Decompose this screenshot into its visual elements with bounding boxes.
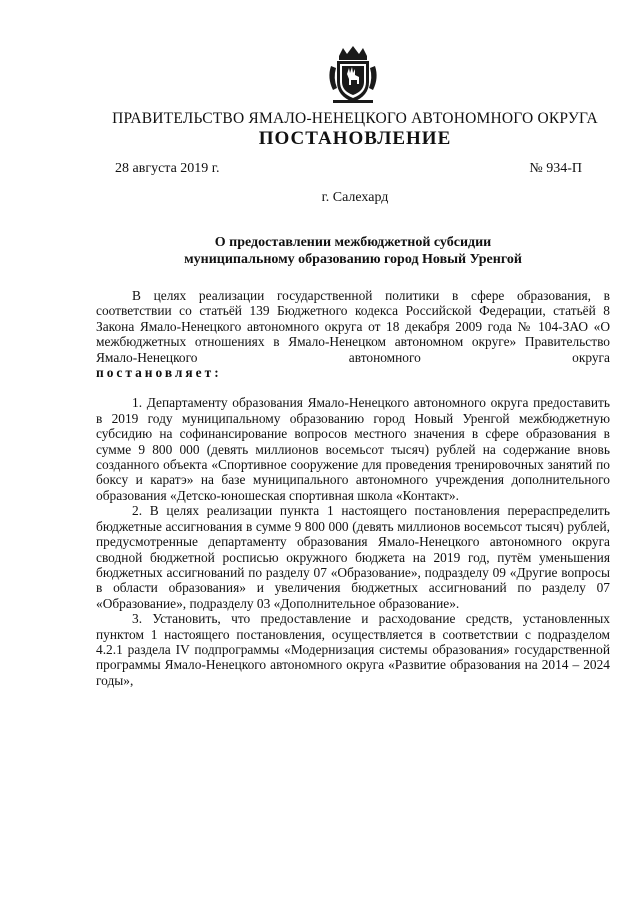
paragraph-gap (96, 380, 610, 395)
subject-line-1: О предоставлении межбюджетной субсидии (214, 235, 492, 250)
subject-line-2: муниципальному образованию город Новый Уренгой (184, 252, 522, 267)
decree-subject (96, 234, 610, 268)
resolve-line (96, 365, 610, 380)
government-title: ПРАВИТЕЛЬСТВО ЯМАЛО-НЕНЕЦКОГО АВТОНОМНОГО ОКРУГА (112, 110, 598, 127)
item-paragraph-3: 3. Установить, что предоставление и расходование средств, установленных пунктом 1 настоящего постановления, осуществляется в соответствии с подразделом 4.2.1 раздела IV подпрограммы «Модернизация системы образования» государственной программы Ямало-Ненецкого автономного округа «Развитие образования на 2014 – 2024 годы», (96, 611, 610, 688)
item-paragraph-2: 2. В целях реализации пункта 1 настоящего постановления перераспределить бюджетные ассигнования в сумме 9 800 000 (девять миллионов восемьсот тысяч) рублей, предусмотренные департаменту образования Ямало-Ненецкого автономного округа сводной бюджетной росписью окружного бюджета на 2019 год, путём уменьшения бюджетных ассигнований по разделу 07 «Образование», подразделу 09 «Другие вопросы в области образования» и увеличения бюджетных ассигнований по разделу 07 «Образование», подразделу 03 «Дополнительное образование». (96, 503, 610, 611)
decree-body (96, 288, 610, 688)
preamble-text: В целях реализации государственной политики в сфере образования, в соответствии со статьёй 139 Бюджетного кодекса Российской Федерации, статьёй 8 Закона Ямало-Ненецкого автономного округа от 18 декабря 2009 года № 104-ЗАО «О межбюджетных отношениях в Ямало-Ненецком автономном округе» Правительство Ямало-Ненецкого автономного округа (96, 288, 610, 365)
decree-date: 28 августа 2019 г. (115, 161, 220, 176)
decree-number: № 934-П (529, 161, 582, 176)
item-paragraph-1: 1. Департаменту образования Ямало-Ненецкого автономного округа предоставить в 2019 году муниципальному образованию город Новый Уренгой межбюджетную субсидию на софинансирование вопросов местного значения в сфере образования в сумме 9 800 000 (девять миллионов восемьсот тысяч) рублей на содержание вновь созданного объекта «Спортивное сооружение для проведения тренировочных занятий по боксу и каратэ» на базе муниципального автономного учреждения дополнительного образования «Детско-юношеская спортивная школа «Контакт». (96, 395, 610, 503)
decree-city: г. Салехард (321, 190, 389, 205)
coat-of-arms-icon (325, 44, 381, 106)
document-type-title: ПОСТАНОВЛЕНИЕ (258, 128, 452, 149)
resolve-word: постановляет: (96, 365, 222, 381)
